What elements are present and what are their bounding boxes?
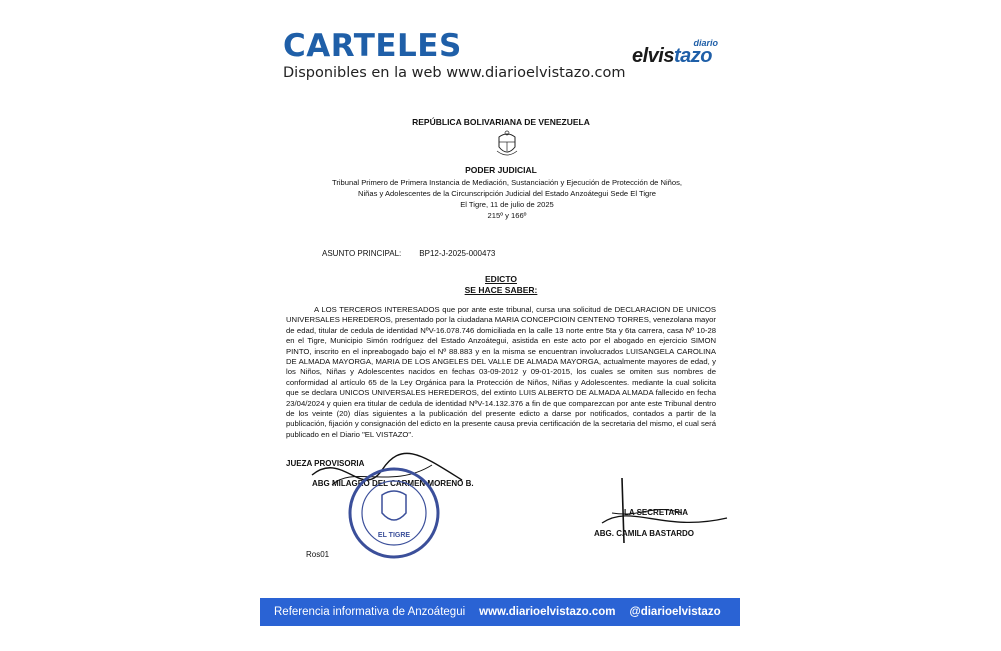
document-ref: Ros01 <box>306 550 330 559</box>
secretary-name: ABG. CAMILA BASTARDO <box>594 529 694 538</box>
footer-handle[interactable]: @diarioelvistazo <box>629 606 721 618</box>
years-line: 215º y 166º <box>487 211 527 220</box>
tribunal-block <box>312 177 702 221</box>
asunto-label: ASUNTO PRINCIPAL: <box>322 249 402 258</box>
se-hace-saber: SE HACE SABER: <box>464 285 538 295</box>
logo-small-text: diario <box>693 38 718 48</box>
court-stamp-icon <box>334 455 454 565</box>
header-title: CARTELES <box>283 28 462 64</box>
footer-web-link[interactable]: www.diarioelvistazo.com <box>479 606 616 618</box>
republic-heading: REPÚBLICA BOLIVARIANA DE VENEZUELA <box>412 117 590 127</box>
footer-ref-text: Referencia informativa de Anzoátegui <box>274 606 466 618</box>
edict-document <box>262 95 740 595</box>
asunto-value: BP12-J-2025-000473 <box>419 249 496 258</box>
edict-body <box>286 305 716 440</box>
secretary-title: LA SECRETARIA <box>624 508 688 517</box>
logo-part-a: elvis <box>632 45 674 67</box>
footer-bar <box>260 598 740 626</box>
poder-judicial-heading: PODER JUDICIAL <box>465 165 537 175</box>
logo-main-text <box>632 45 712 68</box>
header-subtitle: Disponibles en la web www.diarioelvistazo.com <box>283 65 626 81</box>
logo-part-b: tazo <box>673 45 712 67</box>
elvistazo-logo <box>632 38 722 68</box>
tribunal-line-2: Niñas y Adolescentes de la Circunscripción Judicial del Estado Anzoátegui Sede El Tigre <box>357 189 656 198</box>
tribunal-line-1: Tribunal Primero de Primera Instancia de Mediación, Sustanciación y Ejecución de Protección de Niños, <box>331 178 683 187</box>
place-date: El Tigre, 11 de julio de 2025 <box>460 200 554 209</box>
stamp-text: EL TIGRE <box>377 532 411 539</box>
judge-title: JUEZA PROVISORIA <box>286 459 365 468</box>
edicto-title: EDICTO <box>485 274 517 284</box>
asunto-line <box>322 249 495 258</box>
edicto-heading <box>262 274 740 296</box>
edict-body-paragraph: A LOS TERCEROS INTERESADOS que por ante este tribunal, cursa una solicitud de DECLARACION DE UNICOS UNIVERSALES HEREDEROS, presentado por la ciudadana MARIA CONCEPCIOIN CENTENO TORRES, venezolana mayor de edad, titular de cedula de identidad NºV-16.078.746 domiciliada en la calle 13 norte entre 5ta y 6ta carrera, casa Nº 10-28 en el Tigre, Municipio Simón rodríguez del Estado Anzoátegui, asistida en este acto por el abogado en ejercicio SIMON PINTO, inscrito en el inpreabogado bajo el Nº 88.883 y en la misma se encuentran involucrados LUISANGELA CAROLINA DE ALMADA MAYORGA, MARIA DE LOS ANGELES DEL VALLE DE ALMADA MAYORGA, actualmente mayores de edad, y los Niños, Niñas y Adolescentes nacidos en fechas 03-09-2012 y 09-01-2015, los cuales se omiten sus nombres de conformidad al artículo 65 de la Ley Orgánica para la Protección de Niños, Niñas y Adolescentes. mediante la cual solicita que se declara UNICOS UNIVERSALES HEREDEROS, del extinto LUIS ALBERTO DE ALMADA ALMADA fallecido en fecha 23/04/2024 y quien era titular de cedula de identidad NºV-14.132.376 a fin de que comparezcan por ante este Tribunal dentro de los veinte (20) días siguientes a la publicación del presente edicto a darse por notificados, contados a partir de la publicación, fijación y consignación del edicto en la presente causa previa certificación de la secretaria del mismo, el cual será publicado en el Diario "EL VISTAZO". <box>286 305 716 439</box>
judge-name: ABG MILAGRO DEL CARMEN MORENO B. <box>312 479 474 488</box>
coat-of-arms-icon <box>496 129 518 159</box>
